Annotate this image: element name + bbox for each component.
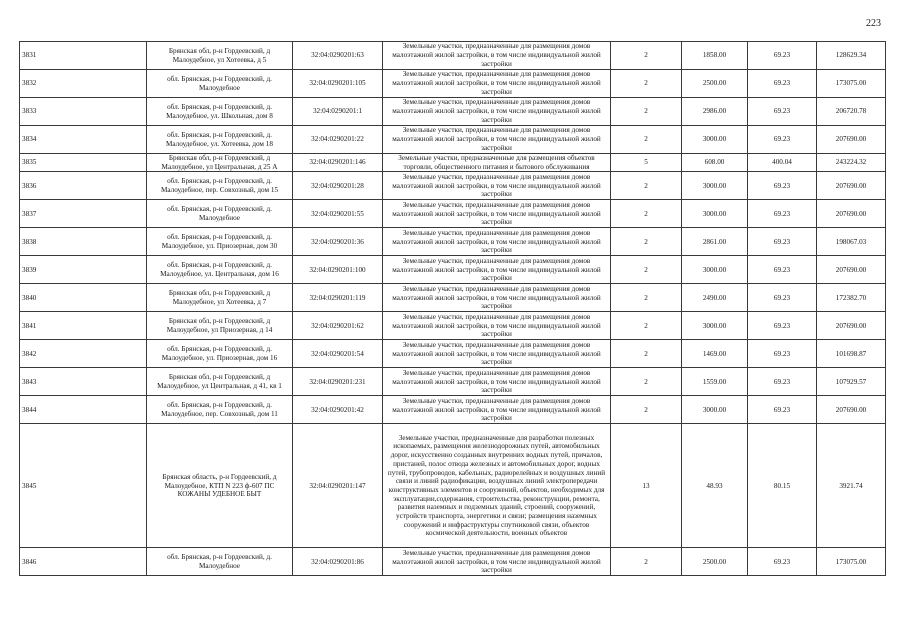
table-row [20, 256, 886, 284]
land-use-cell: Земельные участки, предназначенные для размещения домов малоэтажной жилой застройки, в том числе индивидуальной жилой застройки [383, 70, 611, 98]
address-cell: Брянская обл, р-н Гордеевский, д Малоудебное, ул Центральная, д 25 А [147, 154, 293, 172]
cadastral-number-cell: 32:04:0290201:119 [293, 284, 383, 312]
area-cell: 3000.00 [682, 126, 748, 154]
use-group-cell: 2 [611, 368, 682, 396]
specific-value-cell: 69.23 [748, 98, 817, 126]
cadastral-number-cell: 32:04:0290201:146 [293, 154, 383, 172]
land-use-cell: Земельные участки, предназначенные для размещения объектов торговли, общественного питания и бытового обслуживания [383, 154, 611, 172]
land-use-cell: Земельные участки, предназначенные для размещения домов малоэтажной жилой застройки, в том числе индивидуальной жилой застройки [383, 368, 611, 396]
address-cell: обл. Брянская, р-н Гордеевский, д. Малоудебное, ул. Школьная, дом 8 [147, 98, 293, 126]
land-use-cell: Земельные участки, предназначенные для размещения домов малоэтажной жилой застройки, в том числе индивидуальной жилой застройки [383, 312, 611, 340]
cadastral-value-cell: 207690.00 [817, 312, 886, 340]
cadastral-number-cell: 32:04:0290201:86 [293, 548, 383, 576]
cadastral-value-cell: 198067.03 [817, 228, 886, 256]
cadastral-value-cell: 243224.32 [817, 154, 886, 172]
row-number-cell: 3835 [20, 154, 147, 172]
table-row [20, 42, 886, 70]
use-group-cell: 2 [611, 548, 682, 576]
land-use-cell: Земельные участки, предназначенные для размещения домов малоэтажной жилой застройки, в том числе индивидуальной жилой застройки [383, 284, 611, 312]
cadastral-number-cell: 32:04:0290201:105 [293, 70, 383, 98]
table-row [20, 172, 886, 200]
cadastral-value-cell: 173075.00 [817, 70, 886, 98]
specific-value-cell: 69.23 [748, 126, 817, 154]
use-group-cell: 2 [611, 396, 682, 424]
cadastral-value-cell: 173075.00 [817, 548, 886, 576]
address-cell: Брянская область, р-н Гордеевский, д Малоудебное, КТП N 223 ф-607 ПС КОЖАНЫ УДЕБНОЕ БЫТ [147, 424, 293, 548]
land-use-cell: Земельные участки, предназначенные для разработки полезных ископаемых, размещения железнодорожных путей, автомобильных дорог, искусственно созданных внутренних водных путей, причалов, пристаней, полос отвода железных и автомобильных дорог, водных путей, трубопроводов, кабельных, радиорелейных и воздушных линий связи и линий радиофикации, воздушных линий электропередачи конструктивных элементов и сооружений, объектов, необходимых для эксплуатации,содержания, строительства, реконструкции, ремонта, развития наземных и подземных зданий, строений, сооружений, устройств транспорта, энергетики и связи; размещения наземных сооружений и инфраструктуры спутниковой связи, объектов космической деятельности, военных объектов [383, 424, 611, 548]
cadastral-number-cell: 32:04:0290201:22 [293, 126, 383, 154]
address-cell: Брянская обл, р-н Гордеевский, д Малоудебное, ул Приозерная, д 14 [147, 312, 293, 340]
use-group-cell: 2 [611, 126, 682, 154]
row-number-cell: 3833 [20, 98, 147, 126]
cadastral-number-cell: 32:04:0290201:1 [293, 98, 383, 126]
land-use-cell: Земельные участки, предназначенные для размещения домов малоэтажной жилой застройки, в том числе индивидуальной жилой застройки [383, 42, 611, 70]
specific-value-cell: 69.23 [748, 340, 817, 368]
area-cell: 3000.00 [682, 172, 748, 200]
land-use-cell: Земельные участки, предназначенные для размещения домов малоэтажной жилой застройки, в том числе индивидуальной жилой застройки [383, 396, 611, 424]
specific-value-cell: 80.15 [748, 424, 817, 548]
row-number-cell: 3839 [20, 256, 147, 284]
area-cell: 3000.00 [682, 200, 748, 228]
land-register-table [19, 41, 886, 576]
specific-value-cell: 69.23 [748, 42, 817, 70]
page-number: 223 [866, 18, 881, 29]
cadastral-number-cell: 32:04:0290201:63 [293, 42, 383, 70]
row-number-cell: 3845 [20, 424, 147, 548]
table-row [20, 200, 886, 228]
specific-value-cell: 69.23 [748, 70, 817, 98]
address-cell: Брянская обл, р-н Гордеевский, д Малоудебное, ул Центральная, д 41, кв 1 [147, 368, 293, 396]
area-cell: 48.93 [682, 424, 748, 548]
use-group-cell: 5 [611, 154, 682, 172]
land-use-cell: Земельные участки, предназначенные для размещения домов малоэтажной жилой застройки, в том числе индивидуальной жилой застройки [383, 548, 611, 576]
area-cell: 2490.00 [682, 284, 748, 312]
land-use-cell: Земельные участки, предназначенные для размещения домов малоэтажной жилой застройки, в том числе индивидуальной жилой застройки [383, 172, 611, 200]
use-group-cell: 13 [611, 424, 682, 548]
use-group-cell: 2 [611, 42, 682, 70]
row-number-cell: 3836 [20, 172, 147, 200]
row-number-cell: 3841 [20, 312, 147, 340]
cadastral-value-cell: 101698.87 [817, 340, 886, 368]
specific-value-cell: 69.23 [748, 396, 817, 424]
address-cell: Брянская обл, р-н Гордеевский, д Малоудебное, ул Хотеевка, д 5 [147, 42, 293, 70]
cadastral-value-cell: 207690.00 [817, 172, 886, 200]
table-row [20, 312, 886, 340]
cadastral-value-cell: 107929.57 [817, 368, 886, 396]
address-cell: обл. Брянская, р-н Гордеевский, д. Малоудебное, ул. Приозерная, дом 30 [147, 228, 293, 256]
area-cell: 1858.00 [682, 42, 748, 70]
area-cell: 2986.00 [682, 98, 748, 126]
land-use-cell: Земельные участки, предназначенные для размещения домов малоэтажной жилой застройки, в том числе индивидуальной жилой застройки [383, 228, 611, 256]
address-cell: обл. Брянская, р-н Гордеевский, д. Малоудебное, пер. Совхозный, дом 15 [147, 172, 293, 200]
address-cell: обл. Брянская, р-н Гордеевский, д. Малоудебное, пер. Совхозный, дом 11 [147, 396, 293, 424]
specific-value-cell: 69.23 [748, 312, 817, 340]
cadastral-number-cell: 32:04:0290201:147 [293, 424, 383, 548]
row-number-cell: 3838 [20, 228, 147, 256]
address-cell: обл. Брянская, р-н Гордеевский, д. Малоудебное [147, 200, 293, 228]
use-group-cell: 2 [611, 256, 682, 284]
area-cell: 3000.00 [682, 312, 748, 340]
land-use-cell: Земельные участки, предназначенные для размещения домов малоэтажной жилой застройки, в том числе индивидуальной жилой застройки [383, 256, 611, 284]
land-use-cell: Земельные участки, предназначенные для размещения домов малоэтажной жилой застройки, в том числе индивидуальной жилой застройки [383, 126, 611, 154]
table-row [20, 70, 886, 98]
specific-value-cell: 69.23 [748, 548, 817, 576]
cadastral-number-cell: 32:04:0290201:231 [293, 368, 383, 396]
cadastral-value-cell: 207690.00 [817, 256, 886, 284]
land-use-cell: Земельные участки, предназначенные для размещения домов малоэтажной жилой застройки, в том числе индивидуальной жилой застройки [383, 200, 611, 228]
row-number-cell: 3844 [20, 396, 147, 424]
area-cell: 3000.00 [682, 396, 748, 424]
cadastral-number-cell: 32:04:0290201:54 [293, 340, 383, 368]
cadastral-value-cell: 128629.34 [817, 42, 886, 70]
row-number-cell: 3834 [20, 126, 147, 154]
address-cell: Брянская обл, р-н Гордеевский, д Малоудебное, ул Хотеевка, д 7 [147, 284, 293, 312]
table-row [20, 98, 886, 126]
area-cell: 2500.00 [682, 548, 748, 576]
area-cell: 2500.00 [682, 70, 748, 98]
use-group-cell: 2 [611, 284, 682, 312]
specific-value-cell: 69.23 [748, 228, 817, 256]
table-row [20, 340, 886, 368]
row-number-cell: 3831 [20, 42, 147, 70]
area-cell: 1469.00 [682, 340, 748, 368]
table-row [20, 284, 886, 312]
cadastral-number-cell: 32:04:0290201:28 [293, 172, 383, 200]
specific-value-cell: 69.23 [748, 284, 817, 312]
table-row [20, 396, 886, 424]
specific-value-cell: 69.23 [748, 172, 817, 200]
cadastral-number-cell: 32:04:0290201:100 [293, 256, 383, 284]
specific-value-cell: 69.23 [748, 256, 817, 284]
cadastral-value-cell: 207690.00 [817, 396, 886, 424]
specific-value-cell: 69.23 [748, 200, 817, 228]
table-row [20, 228, 886, 256]
area-cell: 3000.00 [682, 256, 748, 284]
address-cell: обл. Брянская, р-н Гордеевский, д. Малоудебное, ул. Приозерная, дом 16 [147, 340, 293, 368]
land-use-cell: Земельные участки, предназначенные для размещения домов малоэтажной жилой застройки, в том числе индивидуальной жилой застройки [383, 340, 611, 368]
address-cell: обл. Брянская, р-н Гордеевский, д. Малоудебное [147, 70, 293, 98]
table-row [20, 126, 886, 154]
cadastral-number-cell: 32:04:0290201:42 [293, 396, 383, 424]
area-cell: 2861.00 [682, 228, 748, 256]
row-number-cell: 3832 [20, 70, 147, 98]
area-cell: 608.00 [682, 154, 748, 172]
address-cell: обл. Брянская, р-н Гордеевский, д. Малоудебное, ул. Хотеевка, дом 18 [147, 126, 293, 154]
specific-value-cell: 69.23 [748, 368, 817, 396]
specific-value-cell: 400.04 [748, 154, 817, 172]
row-number-cell: 3846 [20, 548, 147, 576]
row-number-cell: 3843 [20, 368, 147, 396]
cadastral-number-cell: 32:04:0290201:36 [293, 228, 383, 256]
row-number-cell: 3842 [20, 340, 147, 368]
use-group-cell: 2 [611, 98, 682, 126]
table-row [20, 368, 886, 396]
cadastral-number-cell: 32:04:0290201:55 [293, 200, 383, 228]
cadastral-value-cell: 207690.00 [817, 126, 886, 154]
cadastral-value-cell: 3921.74 [817, 424, 886, 548]
area-cell: 1559.00 [682, 368, 748, 396]
table-row [20, 548, 886, 576]
use-group-cell: 2 [611, 340, 682, 368]
table-row [20, 154, 886, 172]
use-group-cell: 2 [611, 70, 682, 98]
row-number-cell: 3837 [20, 200, 147, 228]
use-group-cell: 2 [611, 228, 682, 256]
address-cell: обл. Брянская, р-н Гордеевский, д. Малоудебное, ул. Центральная, дом 16 [147, 256, 293, 284]
cadastral-value-cell: 207690.00 [817, 200, 886, 228]
table-row [20, 424, 886, 548]
use-group-cell: 2 [611, 312, 682, 340]
cadastral-value-cell: 172382.70 [817, 284, 886, 312]
use-group-cell: 2 [611, 200, 682, 228]
row-number-cell: 3840 [20, 284, 147, 312]
cadastral-value-cell: 206720.78 [817, 98, 886, 126]
address-cell: обл. Брянская, р-н Гордеевский, д. Малоудебное [147, 548, 293, 576]
land-use-cell: Земельные участки, предназначенные для размещения домов малоэтажной жилой застройки, в том числе индивидуальной жилой застройки [383, 98, 611, 126]
cadastral-number-cell: 32:04:0290201:62 [293, 312, 383, 340]
use-group-cell: 2 [611, 172, 682, 200]
